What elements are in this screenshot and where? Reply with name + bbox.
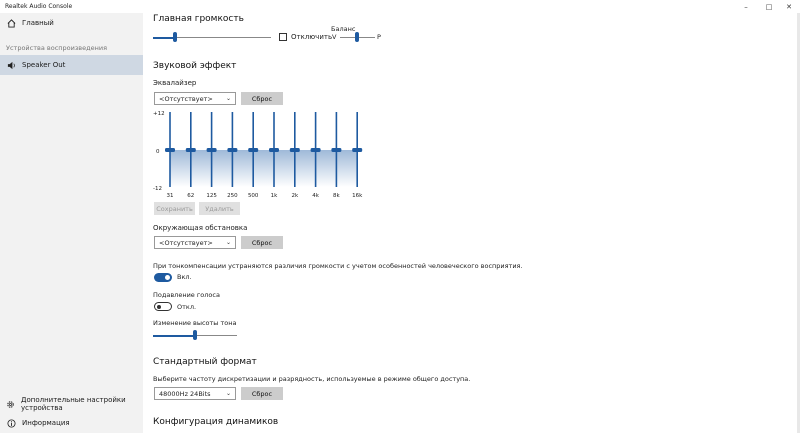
equalizer-y-mid-label: 0 [156,149,160,155]
sidebar-item-label: Speaker Out [22,61,66,69]
equalizer-band-label: 62 [187,193,195,199]
equalizer-band-label: 125 [206,193,217,199]
voice-cancel-state-label: Откл. [177,303,197,311]
default-format-select[interactable] [154,387,236,400]
equalizer-band-thumb[interactable] [186,148,196,152]
master-volume-thumb[interactable] [173,32,177,42]
equalizer-y-min-label: -12 [153,186,162,192]
loudness-toggle[interactable] [154,273,172,282]
equalizer-preset-select[interactable] [154,92,236,105]
equalizer-preset-value: <Отсутствует> [159,94,213,103]
equalizer-band-label: 8k [333,193,340,199]
equalizer-delete-button[interactable]: Удалить [199,202,240,215]
gear-icon [6,399,15,409]
default-format-description: Выберите частоту дискретизации и разрядность, используемые в режиме общего доступа. [153,375,471,383]
sidebar-item-speaker-out[interactable] [0,55,143,75]
window-title: Realtek Audio Console [5,3,73,10]
home-icon [6,18,16,28]
pitch-label: Изменение высоты тона [153,319,237,327]
pitch-slider[interactable] [153,329,237,341]
equalizer-band-label: 1k [270,193,278,199]
sidebar-item-label: Дополнительные настройки устройства [21,396,126,412]
sidebar-item-home[interactable] [0,13,143,33]
equalizer-band-thumb[interactable] [331,148,341,152]
equalizer-band-thumb[interactable] [165,148,175,152]
equalizer-band-label: 4k [312,193,319,199]
sidebar-section-header: Устройства воспроизведения [6,44,108,52]
chevron-down-icon: ⌄ [225,239,231,246]
equalizer-band-thumb[interactable] [290,148,300,152]
voice-cancel-label: Подавление голоса [153,291,220,299]
balance-label: Баланс [331,25,356,33]
speaker-config-title: Конфигурация динамиков [153,417,279,427]
master-volume-slider[interactable] [153,31,271,43]
title-bar [0,0,800,13]
balance-thumb[interactable] [355,32,359,42]
balance-slider[interactable] [340,31,375,43]
maximize-icon[interactable]: □ [765,2,773,11]
mute-checkbox[interactable] [279,33,287,41]
equalizer-band-thumb[interactable] [311,148,321,152]
sidebar-item-label: Главный [22,19,54,27]
loudness-description: При тонкомпенсации устраняются различия громкости с учетом особенностей человеческого восприятия. [153,262,523,270]
speaker-icon [6,60,16,70]
environment-reset-button[interactable]: Сброс [241,236,283,249]
equalizer-band-thumb[interactable] [269,148,279,152]
info-icon [6,418,16,428]
equalizer-band-thumb[interactable] [248,148,258,152]
equalizer-band-label: 250 [227,193,238,199]
sound-effect-title: Звуковой эффект [153,61,237,71]
equalizer-band-label: 2k [291,193,299,199]
equalizer-band-thumb[interactable] [227,148,237,152]
equalizer-reset-button[interactable]: Сброс [241,92,283,105]
balance-left-label: V [332,33,337,41]
environment-label: Окружающая обстановка [153,224,248,232]
equalizer-band-label: 16k [352,193,363,199]
sidebar-item-label: Информация [22,419,70,427]
environment-value: <Отсутствует> [159,238,213,247]
equalizer-graph [153,107,368,202]
equalizer-y-max-label: +12 [153,111,165,117]
sidebar-item-info[interactable] [0,413,143,433]
equalizer-band-thumb[interactable] [207,148,217,152]
equalizer-save-button[interactable]: Сохранить [154,202,195,215]
minimize-icon[interactable]: – [744,2,748,11]
voice-cancel-toggle[interactable] [154,302,172,311]
sidebar [0,13,143,433]
master-volume-title: Главная громкость [153,14,244,24]
equalizer-band-thumb[interactable] [352,148,362,152]
equalizer-band-label: 500 [247,193,259,199]
mute-label: Отключить [291,33,333,41]
default-format-reset-button[interactable]: Сброс [241,387,283,400]
equalizer-band-label: 31 [166,193,174,199]
loudness-state-label: Вкл. [177,273,192,281]
chevron-down-icon: ⌄ [225,95,231,102]
close-icon[interactable]: ✕ [786,2,792,11]
balance-right-label: P [377,33,381,41]
default-format-value: 48000Hz 24Bits [159,389,211,398]
equalizer-label: Эквалайзер [153,79,197,87]
pitch-thumb[interactable] [193,330,197,340]
main-content [153,13,793,433]
default-format-title: Стандартный формат [153,357,257,367]
chevron-down-icon: ⌄ [225,390,231,397]
sidebar-item-advanced-settings[interactable] [0,394,143,414]
environment-select[interactable] [154,236,236,249]
